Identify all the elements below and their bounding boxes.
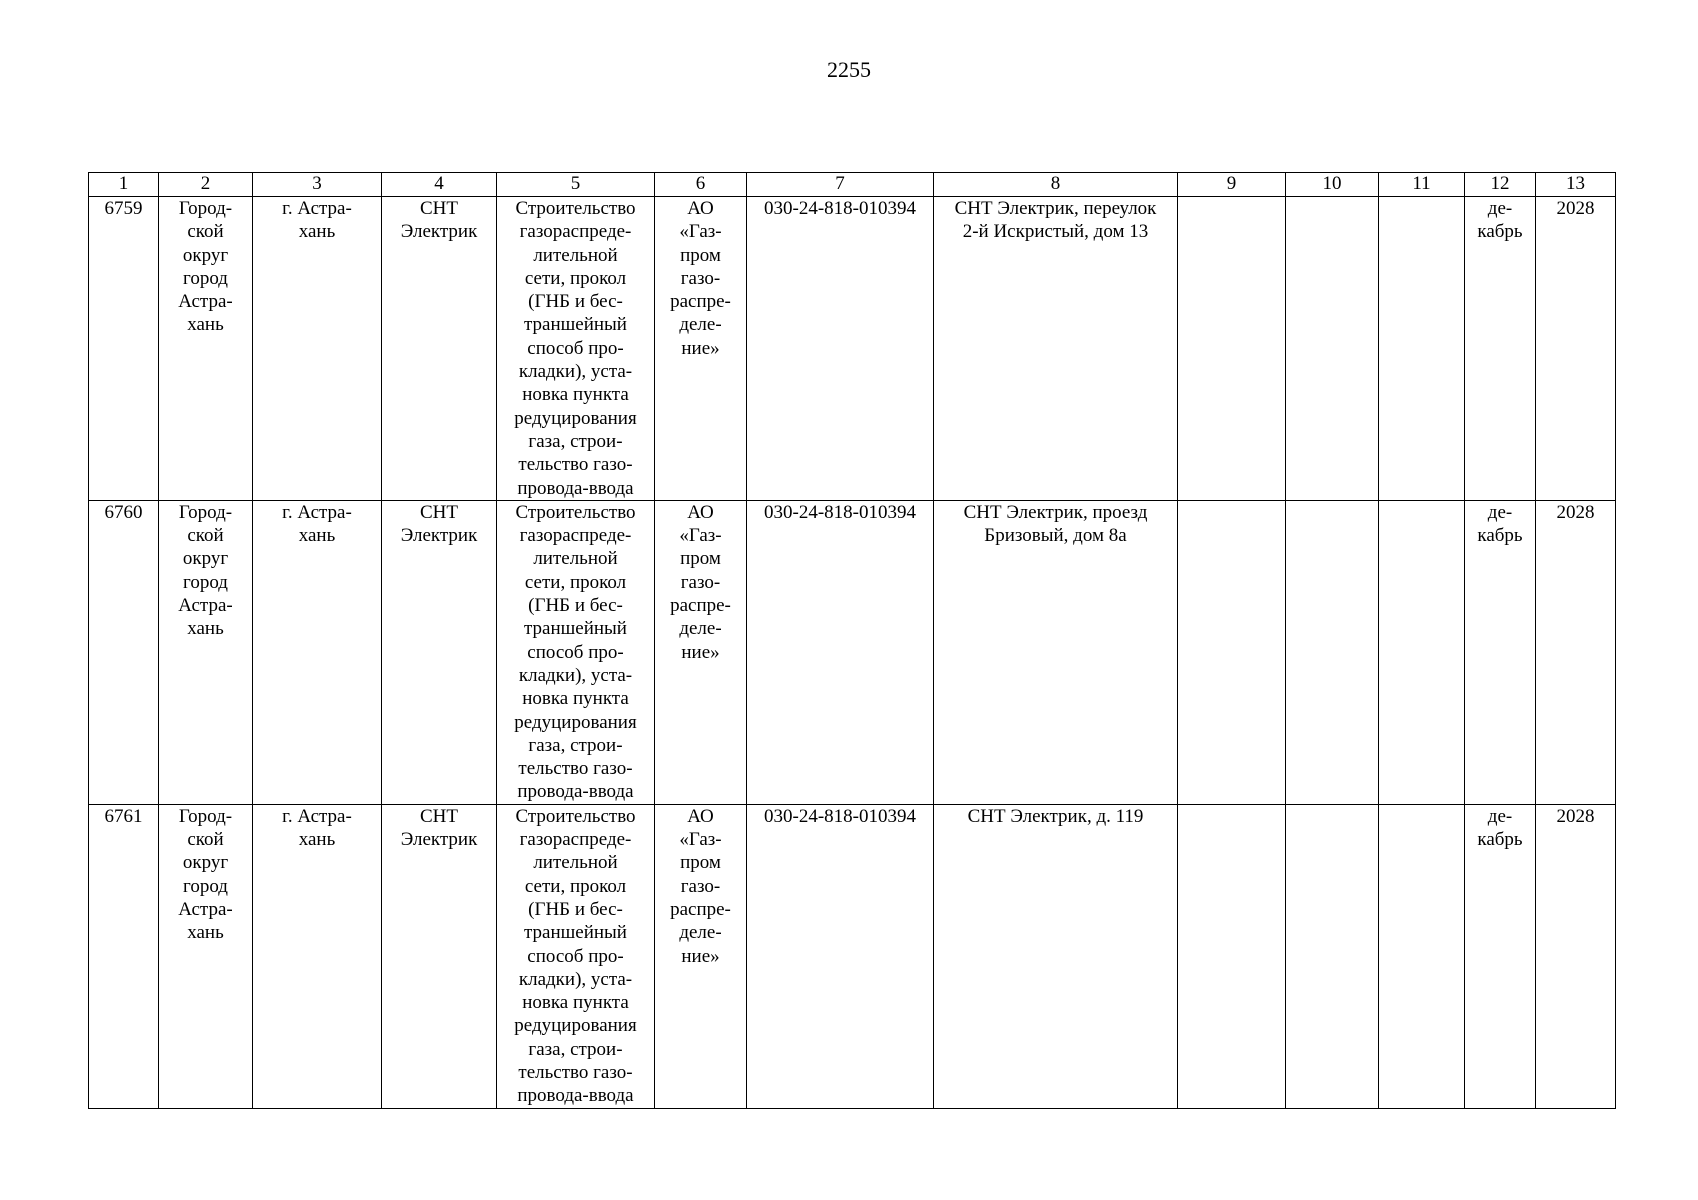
cell-text-line: Электрик xyxy=(400,829,478,851)
column-9-cell xyxy=(1178,500,1286,804)
column-9-cell xyxy=(1178,197,1286,501)
cell-text-line: газа, строи- xyxy=(528,734,623,756)
cell-text-line: г. Астра- xyxy=(282,198,352,219)
column-header: 12 xyxy=(1465,173,1536,197)
column-11-cell xyxy=(1379,804,1465,1108)
cell-text-line: новка пункта xyxy=(522,384,629,406)
cell-text-line: газа, строи- xyxy=(528,430,623,452)
cell-text-line: 2-й Искристый, дом 13 xyxy=(962,221,1149,243)
cell-text-line: хань xyxy=(298,221,336,243)
cell-text-line: округ xyxy=(182,548,229,570)
cell-text-line: город xyxy=(183,571,228,593)
cell-text-line: способ про- xyxy=(527,945,624,967)
cell-text-line: лительной xyxy=(533,852,618,874)
cell-text-line: способ про- xyxy=(527,641,624,663)
column-header: 10 xyxy=(1286,173,1379,197)
object-cell xyxy=(382,804,497,1108)
cell-text-line: тельство газо- xyxy=(518,758,633,780)
cell-text-line: Астра- xyxy=(178,898,233,920)
column-header: 2 xyxy=(159,173,253,197)
cell-text-line: газа, строи- xyxy=(528,1038,623,1060)
column-11-cell xyxy=(1379,500,1465,804)
cell-text-line: Астра- xyxy=(178,595,233,617)
cell-text-line: Город- xyxy=(178,198,233,219)
cell-text-line: г. Астра- xyxy=(282,805,352,827)
cell-text-line: кладки), уста- xyxy=(518,664,633,686)
cell-text-line: де- xyxy=(1487,501,1513,523)
cell-text-line: сети, прокол xyxy=(524,267,627,289)
cell-text-line: «Газ- xyxy=(679,525,722,547)
address-cell xyxy=(934,500,1178,804)
cell-text-line: Город- xyxy=(178,501,233,523)
settlement-cell xyxy=(253,804,382,1108)
cell-text-line: хань xyxy=(298,829,336,851)
address-cell xyxy=(934,804,1178,1108)
cell-text-line: кабрь xyxy=(1477,525,1523,547)
column-header: 5 xyxy=(497,173,655,197)
cell-text-line: пром xyxy=(680,244,721,266)
column-header: 7 xyxy=(747,173,934,197)
year-cell: 2028 xyxy=(1536,500,1616,804)
cell-text-line: 030-24-818-010394 xyxy=(764,805,916,827)
cell-text-line: СНТ xyxy=(420,805,458,827)
cell-text-line: Строительство xyxy=(515,501,636,523)
cell-text-line: СНТ Электрик, проезд xyxy=(963,501,1148,523)
table-body xyxy=(89,197,1616,1109)
cell-text-line: хань xyxy=(298,525,336,547)
cell-text-line: сети, прокол xyxy=(524,875,627,897)
cell-text-line: редуцирования xyxy=(514,711,637,733)
cell-text-line: деле- xyxy=(679,922,722,944)
column-10-cell xyxy=(1286,197,1379,501)
column-11-cell xyxy=(1379,197,1465,501)
column-10-cell xyxy=(1286,500,1379,804)
cell-text-line: АО xyxy=(687,198,714,219)
cell-text-line: новка пункта xyxy=(522,688,629,710)
cell-text-line: газораспреде- xyxy=(519,525,632,547)
cell-text-line: газо- xyxy=(680,875,721,897)
cell-text-line: Строительство xyxy=(515,805,636,827)
cell-text-line: 030-24-818-010394 xyxy=(764,198,916,219)
cell-text-line: «Газ- xyxy=(679,221,722,243)
column-header: 4 xyxy=(382,173,497,197)
cell-text-line: АО xyxy=(687,805,714,827)
cell-text-line: кладки), уста- xyxy=(518,968,633,990)
cell-text-line: хань xyxy=(187,314,224,336)
record-number-cell: 6760 xyxy=(89,500,159,804)
district-cell xyxy=(159,197,253,501)
cell-text-line: СНТ Электрик, переулок xyxy=(954,198,1157,219)
operator-cell xyxy=(655,197,747,501)
cell-text-line: город xyxy=(183,267,228,289)
cell-text-line: лительной xyxy=(533,548,618,570)
cell-text-line: тельство газо- xyxy=(518,1061,633,1083)
address-cell xyxy=(934,197,1178,501)
cell-text-line: кладки), уста- xyxy=(518,361,633,383)
column-header: 8 xyxy=(934,173,1178,197)
cell-text-line: СНТ Электрик, д. 119 xyxy=(967,805,1144,827)
cell-text-line: СНТ xyxy=(420,501,458,523)
page-number: 2255 xyxy=(827,57,871,82)
cell-text-line: траншейный xyxy=(524,618,627,640)
cell-text-line: де- xyxy=(1487,198,1513,219)
month-cell xyxy=(1465,500,1536,804)
column-header: 13 xyxy=(1536,173,1616,197)
work-description-cell xyxy=(497,804,655,1108)
object-cell xyxy=(382,500,497,804)
cell-text-line: деле- xyxy=(679,618,722,640)
cell-text-line: хань xyxy=(187,922,224,944)
district-cell xyxy=(159,500,253,804)
cell-text-line: способ про- xyxy=(527,337,624,359)
cell-text-line: «Газ- xyxy=(679,829,722,851)
cell-text-line: деле- xyxy=(679,314,722,336)
cell-text-line: распре- xyxy=(670,291,731,313)
registry-table xyxy=(88,172,1616,1109)
month-cell xyxy=(1465,197,1536,501)
cell-text-line: СНТ xyxy=(420,198,458,219)
cell-text-line: новка пункта xyxy=(522,992,629,1014)
cell-text-line: г. Астра- xyxy=(282,501,352,523)
record-number-cell: 6759 xyxy=(89,197,159,501)
cell-text-line: пром xyxy=(680,852,721,874)
cell-text-line: ской xyxy=(187,525,224,547)
settlement-cell xyxy=(253,500,382,804)
cell-text-line: Астра- xyxy=(178,291,233,313)
cell-text-line: (ГНБ и бес- xyxy=(528,595,623,617)
cell-text-line: Электрик xyxy=(400,525,478,547)
cell-text-line: сети, прокол xyxy=(524,571,627,593)
cell-text-line: провода-ввода xyxy=(517,1085,634,1107)
district-cell xyxy=(159,804,253,1108)
cell-text-line: округ xyxy=(182,852,229,874)
header-row xyxy=(89,173,1616,197)
cell-text-line: АО xyxy=(687,501,714,523)
cell-text-line: де- xyxy=(1487,805,1513,827)
table-row xyxy=(89,197,1616,501)
column-10-cell xyxy=(1286,804,1379,1108)
cell-text-line: пром xyxy=(680,548,721,570)
cell-text-line: провода-ввода xyxy=(517,477,634,499)
cell-text-line: газо- xyxy=(680,571,721,593)
cell-text-line: кабрь xyxy=(1477,829,1523,851)
cell-text-line: ской xyxy=(187,221,224,243)
cell-text-line: Строительство xyxy=(515,198,636,219)
cell-text-line: ние» xyxy=(681,945,720,967)
column-header: 11 xyxy=(1379,173,1465,197)
cell-text-line: ской xyxy=(187,829,224,851)
cell-text-line: город xyxy=(183,875,228,897)
code-cell xyxy=(747,500,934,804)
work-description-cell xyxy=(497,500,655,804)
cell-text-line: распре- xyxy=(670,595,731,617)
cell-text-line: хань xyxy=(187,618,224,640)
month-cell xyxy=(1465,804,1536,1108)
table-row xyxy=(89,500,1616,804)
cell-text-line: траншейный xyxy=(524,922,627,944)
operator-cell xyxy=(655,804,747,1108)
cell-text-line: провода-ввода xyxy=(517,781,634,803)
column-header: 3 xyxy=(253,173,382,197)
cell-text-line: газо- xyxy=(680,267,721,289)
cell-text-line: распре- xyxy=(670,898,731,920)
cell-text-line: 030-24-818-010394 xyxy=(764,501,916,523)
cell-text-line: кабрь xyxy=(1477,221,1523,243)
cell-text-line: округ xyxy=(182,244,229,266)
cell-text-line: (ГНБ и бес- xyxy=(528,898,623,920)
cell-text-line: ние» xyxy=(681,641,720,663)
cell-text-line: траншейный xyxy=(524,314,627,336)
cell-text-line: газораспреде- xyxy=(519,221,632,243)
cell-text-line: Бризовый, дом 8а xyxy=(984,525,1127,547)
cell-text-line: тельство газо- xyxy=(518,454,633,476)
code-cell xyxy=(747,804,934,1108)
column-9-cell xyxy=(1178,804,1286,1108)
cell-text-line: (ГНБ и бес- xyxy=(528,291,623,313)
cell-text-line: лительной xyxy=(533,244,618,266)
work-description-cell xyxy=(497,197,655,501)
cell-text-line: редуцирования xyxy=(514,1015,637,1037)
cell-text-line: Электрик xyxy=(400,221,478,243)
cell-text-line: ние» xyxy=(681,337,720,359)
column-header: 1 xyxy=(89,173,159,197)
code-cell xyxy=(747,197,934,501)
cell-text-line: редуцирования xyxy=(514,407,637,429)
year-cell: 2028 xyxy=(1536,804,1616,1108)
record-number-cell: 6761 xyxy=(89,804,159,1108)
object-cell xyxy=(382,197,497,501)
operator-cell xyxy=(655,500,747,804)
column-header: 6 xyxy=(655,173,747,197)
column-header: 9 xyxy=(1178,173,1286,197)
cell-text-line: Город- xyxy=(178,805,233,827)
settlement-cell xyxy=(253,197,382,501)
table-header xyxy=(89,173,1616,197)
table-row xyxy=(89,804,1616,1108)
cell-text-line: газораспреде- xyxy=(519,829,632,851)
year-cell: 2028 xyxy=(1536,197,1616,501)
